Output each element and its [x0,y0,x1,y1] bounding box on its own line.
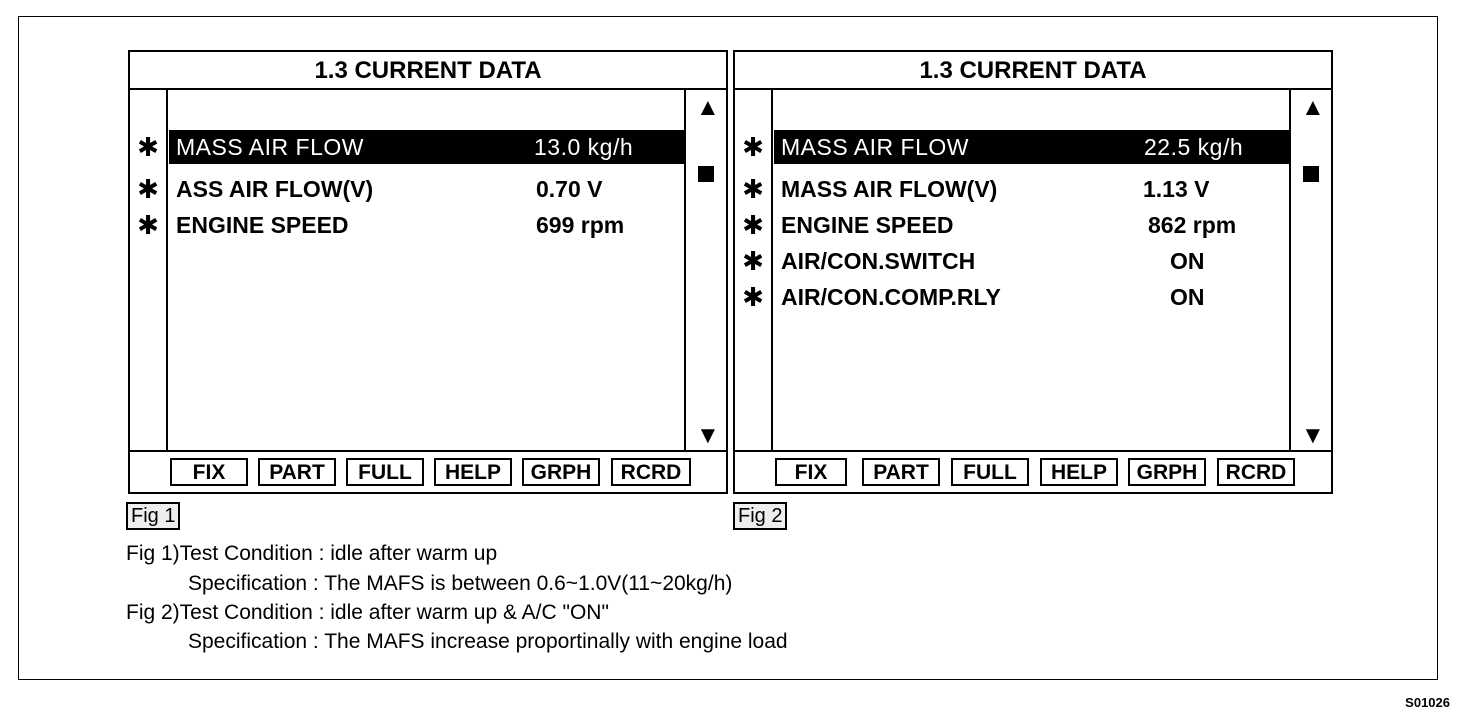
fig-label-1: Fig 1 [126,502,180,530]
scroll-up-arrow-icon[interactable]: ▲ [696,94,720,121]
row-value: 0.70 V [536,176,603,202]
asterisk-icon: ✱ [137,132,159,162]
help-button[interactable]: HELP [434,458,512,486]
fig2-specification: Specification : The MAFS increase proportinally with engine load [188,630,788,653]
data-row-aircon-switch[interactable] [735,244,1291,278]
grph-button[interactable]: GRPH [1128,458,1206,486]
figure-code: S01026 [1405,695,1450,710]
row-value: 13.0 kg/h [534,134,634,160]
fig2-test-condition: Fig 2)Test Condition : idle after warm up & A/C "ON" [126,601,609,624]
asterisk-icon: ✱ [137,174,159,204]
row-name: MASS AIR FLOW [781,134,969,160]
fig1-test-condition: Fig 1)Test Condition : idle after warm up [126,542,498,565]
row-name: ENGINE SPEED [176,212,349,238]
asterisk-icon: ✱ [742,132,764,162]
data-row-aircon-comp-rly[interactable] [735,280,1291,314]
grph-button[interactable]: GRPH [522,458,600,486]
row-value: ON [1170,284,1205,310]
full-button[interactable]: FULL [346,458,424,486]
scroll-thumb-icon[interactable] [1303,166,1319,182]
part-button[interactable]: PART [258,458,336,486]
row-name: ENGINE SPEED [781,212,954,238]
row-value: ON [1170,248,1205,274]
scroll-up-arrow-icon[interactable]: ▲ [1301,94,1325,121]
row-value: 862 rpm [1148,212,1237,238]
asterisk-icon: ✱ [742,282,764,312]
current-data-panel-2 [733,50,1333,494]
data-row-air-flow-v[interactable] [130,172,686,206]
row-name: MASS AIR FLOW(V) [781,176,998,202]
row-value: 699 rpm [536,212,625,238]
fig-label-2: Fig 2 [733,502,787,530]
function-key-bar [735,450,1331,492]
function-key-bar [130,450,726,492]
fix-button[interactable]: FIX [170,458,248,486]
panel-title: 1.3 CURRENT DATA [130,52,726,90]
asterisk-icon: ✱ [742,210,764,240]
data-row-mass-air-flow[interactable] [130,130,686,164]
part-button[interactable]: PART [862,458,940,486]
scrollbar[interactable] [1289,90,1331,452]
data-list [130,90,726,452]
row-name: MASS AIR FLOW [176,134,364,160]
data-row-mass-air-flow[interactable] [735,130,1291,164]
rcrd-button[interactable]: RCRD [611,458,691,486]
data-row-mass-air-flow-v[interactable] [735,172,1291,206]
data-row-engine-speed[interactable] [735,208,1291,242]
asterisk-icon: ✱ [742,174,764,204]
asterisk-icon: ✱ [137,210,159,240]
row-name: AIR/CON.COMP.RLY [781,284,1001,310]
asterisk-icon: ✱ [742,246,764,276]
data-row-engine-speed[interactable] [130,208,686,242]
data-list [735,90,1331,452]
scrollbar[interactable] [684,90,726,452]
fig1-specification: Specification : The MAFS is between 0.6~1.0V(11~20kg/h) [188,572,733,595]
row-name: ASS AIR FLOW(V) [176,176,374,202]
panel-title: 1.3 CURRENT DATA [735,52,1331,90]
scroll-down-arrow-icon[interactable]: ▼ [696,422,720,449]
full-button[interactable]: FULL [951,458,1029,486]
scroll-thumb-icon[interactable] [698,166,714,182]
row-value: 22.5 kg/h [1144,134,1244,160]
rcrd-button[interactable]: RCRD [1217,458,1295,486]
row-value: 1.13 V [1143,176,1210,202]
help-button[interactable]: HELP [1040,458,1118,486]
row-name: AIR/CON.SWITCH [781,248,976,274]
current-data-panel-1 [128,50,728,494]
scroll-down-arrow-icon[interactable]: ▼ [1301,422,1325,449]
fix-button[interactable]: FIX [775,458,847,486]
